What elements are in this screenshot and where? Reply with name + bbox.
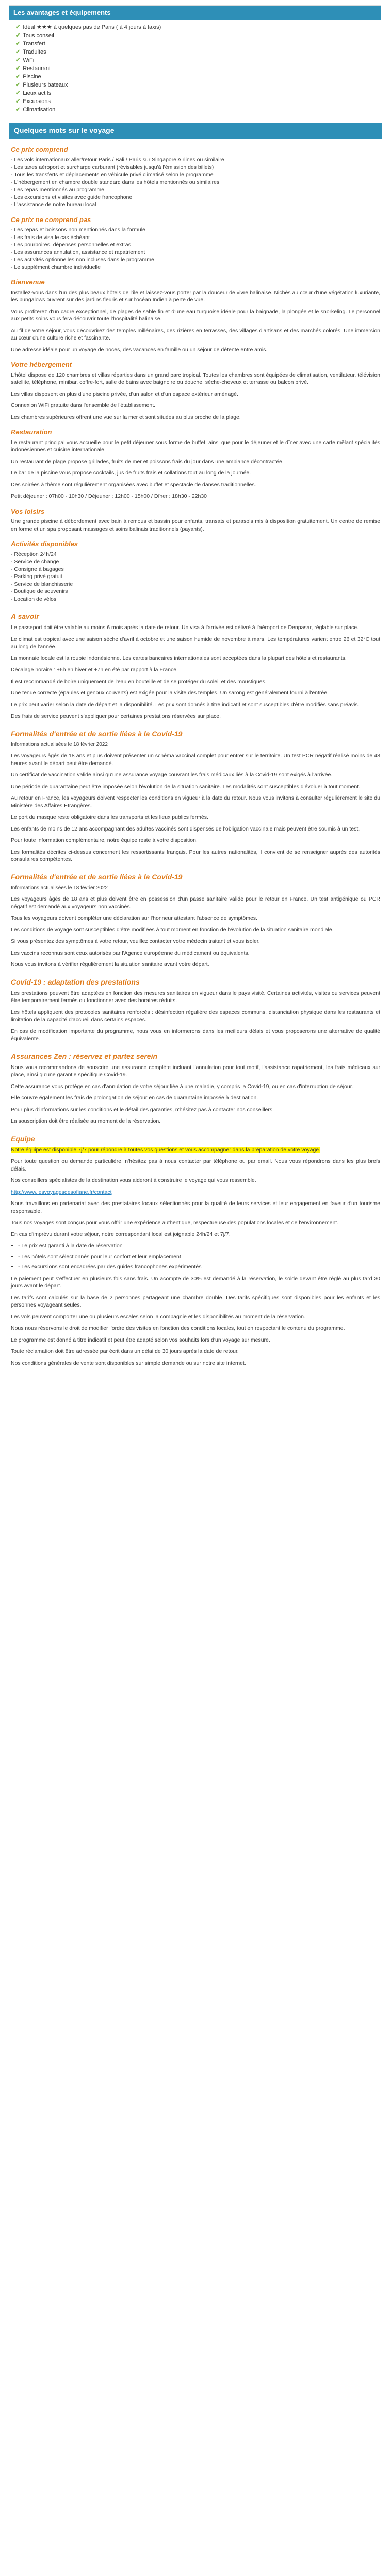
covid-adaptation-paragraph: En cas de modification importante du programme, nous vous en informerons dans les meilleurs délais et vous proposerons une alternative de qualité équivalente. xyxy=(11,1028,380,1042)
advantage-item: ✔ Tous conseil xyxy=(15,32,54,39)
check-icon: ✔ xyxy=(15,90,21,96)
final-paragraph: Toute réclamation doit être adressée par écrit dans un délai de 30 jours après la date de retour. xyxy=(11,1348,239,1354)
final-bullet: • - Les hôtels sont sélectionnés pour leur confort et leur emplacement xyxy=(18,1253,380,1261)
covid-paragraph: Les voyageurs âgés de 18 ans et plus doivent être en possession d'un passe sanitaire valide pour le retour en France. Un test antigénique ou PCR négatif est demandé aux voyageurs non vaccinés. xyxy=(11,896,380,910)
final-bullets xyxy=(11,1242,380,1271)
heading-welcome: Bienvenue xyxy=(11,278,45,286)
good-to-know-paragraph: Le climat est tropical avec une saison sèche d'avril à octobre et une saison humide de novembre à mars. Les températures varient entre 26 et 32°C tout au long de l'année. xyxy=(11,636,380,650)
accommodation-paragraph: L'hôtel dispose de 120 chambres et villas réparties dans un grand parc tropical. Toutes les chambres sont équipées de climatisation, ventilateur, télévision satellite, téléphone, minibar, coffre-fort, salle de bains avec baignoire ou douche, sèche-cheveux et terrasse ou balcon privé. xyxy=(11,371,380,385)
heading-accommodation: Votre hébergement xyxy=(11,361,72,368)
dining-paragraph: Le restaurant principal vous accueille pour le petit déjeuner sous forme de buffet, ainsi que pour le déjeuner et le dîner avec une carte mêlant spécialités indonésiennes et cuisine internationale. xyxy=(11,439,380,453)
heading-insurance: Assurances Zen : réservez et partez serein xyxy=(11,1052,158,1060)
insurance-paragraph: Cette assurance vous protège en cas d'annulation de votre séjour liée à une maladie, y compris la Covid-19, ou en cas d'interruption de séjour. xyxy=(11,1083,353,1090)
dining-paragraph: Un restaurant de plage propose grillades, fruits de mer et poissons frais du jour dans une ambiance décontractée. xyxy=(11,458,284,465)
final-bullet: • - Le prix est garanti à la date de réservation xyxy=(18,1242,380,1250)
check-icon: ✔ xyxy=(15,57,21,63)
covid-paragraph: Les conditions de voyage sont susceptibles d'être modifiées à tout moment en fonction de l'évolution de la situation sanitaire mondiale. xyxy=(11,926,334,933)
price-includes-list: - Les vols internationaux aller/retour Paris / Bali / Paris sur Singapore Airlines ou similaire - Les taxes aéroport et surcharge carburant (révisables jusqu'à l'émission des billets) - Tous les transferts et déplacements en véhicule privé climatisé selon le programme - L'hébergement en chambre double standard dans les hôtels mentionnés ou similaires - Les repas mentionnés au programme - Les excursions et visites avec guide francophone - L'assistance de notre bureau local xyxy=(11,157,224,208)
team-link-line xyxy=(11,1189,380,1196)
covid-paragraph: Un certificat de vaccination valide ainsi qu'une assurance voyage couvrant les frais médicaux liés à la Covid-19 sont exigés à l'arrivée. xyxy=(11,772,333,778)
final-paragraph: Nous nous réservons le droit de modifier l'ordre des visites en fonction des conditions locales, tout en respectant le contenu du programme. xyxy=(11,1325,345,1331)
team-paragraph: Nos conseillers spécialistes de la destination vous aideront à construire le voyage qui vous ressemble. xyxy=(11,1177,256,1183)
good-to-know-paragraph: Le prix peut varier selon la date de départ et la disponibilité. Les prix sont donnés à titre indicatif et sont susceptibles d'être modifiés sans préavis. xyxy=(11,701,360,708)
final-paragraph: Nos conditions générales de vente sont disponibles sur simple demande ou sur notre site internet. xyxy=(11,1360,246,1366)
heading-dining: Restauration xyxy=(11,428,52,436)
check-icon: ✔ xyxy=(15,32,21,39)
check-icon: ✔ xyxy=(15,65,21,72)
team-paragraph: Tous nos voyages sont conçus pour vous offrir une expérience authentique, respectueuse des populations locales et de l'environnement. xyxy=(11,1219,339,1226)
good-to-know-paragraph: Le passeport doit être valable au moins 6 mois après la date de retour. Un visa à l'arrivée est délivré à l'aéroport de Denpasar, réglable sur place. xyxy=(11,624,359,631)
advantage-item: ✔ Idéal ★★★ à quelques pas de Paris ( à 4 jours à taxis) xyxy=(15,24,161,30)
advantage-item: ✔ Traduites xyxy=(15,48,46,55)
leisure-paragraph: Une grande piscine à débordement avec bain à remous et bassin pour enfants, transats et parasols mis à disposition gratuitement. Un centre de remise en forme et un spa proposant massages et soins balinais traditionnels (payants). xyxy=(11,518,380,532)
heading-covid-adaptation: Covid-19 : adaptation des prestations xyxy=(11,977,140,986)
accommodation-paragraph: Les villas disposent en plus d'une piscine privée, d'un salon et d'un espace extérieur aménagé. xyxy=(11,391,238,397)
covid-paragraph: Les vaccins reconnus sont ceux autorisés par l'Agence européenne du médicament ou équivalents. xyxy=(11,950,250,956)
check-icon: ✔ xyxy=(15,73,21,80)
contact-link[interactable]: http://www.lesvoyagesdesofiane.fr/contact xyxy=(11,1189,112,1195)
covid-paragraph: Pour toute information complémentaire, notre équipe reste à votre disposition. xyxy=(11,837,198,843)
accommodation-paragraph: Connexion WiFi gratuite dans l'ensemble de l'établissement. xyxy=(11,402,156,409)
heading-team: Equipe xyxy=(11,1134,35,1143)
activities-list: - Réception 24h/24 - Service de change - Consigne à bagages - Parking privé gratuit - Service de blanchisserie - Boutique de souvenirs - Location de vélos xyxy=(11,551,73,602)
covid-paragraph: Les voyageurs âgés de 18 ans et plus doivent présenter un schéma vaccinal complet pour entrer sur le territoire. Un test PCR négatif réalisé moins de 48 heures avant le départ peut être demandé. xyxy=(11,753,380,767)
covid-paragraph: Nous vous invitons à vérifier régulièrement la situation sanitaire avant votre départ. xyxy=(11,961,209,968)
covid-paragraph: Les formalités décrites ci-dessus concernent les ressortissants français. Pour les autres nationalités, il convient de se renseigner auprès des autorités consulaires compétentes. xyxy=(11,849,380,862)
insurance-paragraph: Nous vous recommandons de souscrire une assurance complète incluant l'annulation pour tout motif, l'assistance rapatriement, les frais médicaux sur place, ainsi qu'une garantie spécifique Covid-19. xyxy=(11,1064,380,1078)
advantage-item: ✔ Transfert xyxy=(15,40,45,47)
check-icon: ✔ xyxy=(15,106,21,113)
covid-paragraph: Le port du masque reste obligatoire dans les transports et les lieux publics fermés. xyxy=(11,814,208,820)
team-highlight: Notre équipe est disponible 7j/7 pour répondre à toutes vos questions et vous accompagner dans la préparation de votre voyage. xyxy=(11,1146,321,1153)
check-icon: ✔ xyxy=(15,81,21,88)
covid-paragraph: Tous les voyageurs doivent compléter une déclaration sur l'honneur attestant l'absence de symptômes. xyxy=(11,915,257,921)
final-paragraph: Le paiement peut s'effectuer en plusieurs fois sans frais. Un acompte de 30% est demandé à la réservation, le solde devant être réglé au plus tard 30 jours avant le départ. xyxy=(11,1275,380,1289)
heading-price-excludes: Ce prix ne comprend pas xyxy=(11,215,91,224)
welcome-paragraph: Une adresse idéale pour un voyage de noces, des vacances en famille ou un séjour de détente entre amis. xyxy=(11,346,268,353)
covid-paragraph: Au retour en France, les voyageurs doivent respecter les conditions en vigueur à la date du retour. Nous vous invitons à consulter régulièrement le site du Ministère des Affaires Étrangères. xyxy=(11,795,380,809)
section-title: Quelques mots sur le voyage xyxy=(9,123,382,139)
check-icon: ✔ xyxy=(15,98,21,105)
advantage-item: ✔ Excursions xyxy=(15,98,51,105)
welcome-paragraph: Au fil de votre séjour, vous découvrirez des temples millénaires, des rizières en terrasses, des villages d'artisans et des marchés colorés. Une immersion au cœur d'une culture riche et fascinante. xyxy=(11,327,380,341)
advantage-item: ✔ Piscine xyxy=(15,73,41,80)
heading-covid-formalities-2: Formalités d'entrée et de sortie liées à la Covid-19 xyxy=(11,872,183,881)
check-icon: ✔ xyxy=(15,24,21,30)
advantage-item: ✔ Plusieurs bateaux xyxy=(15,81,68,88)
advantages-box xyxy=(9,5,381,117)
team-paragraph: Pour toute question ou demande particulière, n'hésitez pas à nous contacter par téléphone ou par email. Nous vous répondrons dans les plus brefs délais. xyxy=(11,1158,380,1172)
insurance-paragraph: La souscription doit être réalisée au moment de la réservation. xyxy=(11,1118,161,1124)
covid-adaptation-paragraph: Les hôtels appliquent des protocoles sanitaires renforcés : désinfection régulière des espaces communs, distanciation physique dans les restaurants et limitation de la capacité d'accueil dans certains espaces. xyxy=(11,1009,380,1023)
team-paragraph: Nous travaillons en partenariat avec des prestataires locaux sélectionnés pour la qualité de leurs services et leur engagement en faveur d'un tourisme responsable. xyxy=(11,1200,380,1214)
covid-update-date: Informations actualisées le 18 février 2022 xyxy=(11,885,108,891)
check-icon: ✔ xyxy=(15,48,21,55)
dining-hours: Petit déjeuner : 07h00 - 10h30 / Déjeuner : 12h00 - 15h00 / Dîner : 18h30 - 22h30 xyxy=(11,493,207,499)
check-icon: ✔ xyxy=(15,40,21,47)
heading-activities: Activités disponibles xyxy=(11,540,78,548)
insurance-paragraph: Pour plus d'informations sur les conditions et le détail des garanties, n'hésitez pas à contacter nos conseillers. xyxy=(11,1106,274,1113)
final-paragraph: Le programme est donné à titre indicatif et peut être adapté selon vos souhaits lors d'un voyage sur mesure. xyxy=(11,1336,270,1343)
heading-leisure: Vos loisirs xyxy=(11,507,45,515)
welcome-paragraph: Vous profiterez d'un cadre exceptionnel, de plages de sable fin et d'une eau turquoise idéale pour la baignade, la plongée et le snorkeling. Le personnel aux petits soins vous fera découvrir toute l'hospitalité balinaise. xyxy=(11,308,380,322)
price-excludes-list: - Les repas et boissons non mentionnés dans la formule - Les frais de visa le cas échéant - Les pourboires, dépenses personnelles et extras - Les assurances annulation, assistance et rapatriement - Les activités optionnelles non incluses dans le programme - Le supplément chambre individuelle xyxy=(11,227,154,270)
covid-adaptation-paragraph: Les prestations peuvent être adaptées en fonction des mesures sanitaires en vigueur dans le pays visité. Certaines activités, visites ou services peuvent être temporairement fermés ou fonctionner avec des horaires réduits. xyxy=(11,990,380,1004)
team-paragraph: En cas d'imprévu durant votre séjour, notre correspondant local est joignable 24h/24 et 7j/7. xyxy=(11,1231,231,1238)
advantage-item: ✔ Restaurant xyxy=(15,65,51,72)
good-to-know-paragraph: Décalage horaire : +6h en hiver et +7h en été par rapport à la France. xyxy=(11,667,178,673)
dining-paragraph: Le bar de la piscine vous propose cocktails, jus de fruits frais et collations tout au long de la journée. xyxy=(11,470,251,476)
covid-paragraph: Si vous présentez des symptômes à votre retour, veuillez contacter votre médecin traitant et vous isoler. xyxy=(11,938,260,944)
covid-paragraph: Une période de quarantaine peut être imposée selon l'évolution de la situation sanitaire. Les modalités sont susceptibles d'évoluer à tout moment. xyxy=(11,783,361,790)
covid-paragraph: Les enfants de moins de 12 ans accompagnant des adultes vaccinés sont dispensés de l'obligation vaccinale mais peuvent être soumis à un test. xyxy=(11,825,360,832)
accommodation-paragraph: Les chambres supérieures offrent une vue sur la mer et sont situées au plus proche de la plage. xyxy=(11,414,241,420)
covid-update-date: Informations actualisées le 18 février 2022 xyxy=(11,741,108,748)
good-to-know-paragraph: La monnaie locale est la roupie indonésienne. Les cartes bancaires internationales sont acceptées dans la plupart des hôtels et restaurants. xyxy=(11,655,347,662)
final-paragraph: Les vols peuvent comporter une ou plusieurs escales selon la compagnie et les disponibilités au moment de la réservation. xyxy=(11,1313,305,1320)
advantage-item: ✔ Lieux actifs xyxy=(15,90,52,96)
dining-paragraph: Des soirées à thème sont régulièrement organisées avec buffet et spectacle de danses traditionnelles. xyxy=(11,481,256,488)
heading-price-includes: Ce prix comprend xyxy=(11,145,68,154)
good-to-know-paragraph: Une tenue correcte (épaules et genoux couverts) est exigée pour la visite des temples. Un sarong est généralement fourni à l'entrée. xyxy=(11,690,329,696)
heading-covid-formalities-1: Formalités d'entrée et de sortie liées à la Covid-19 xyxy=(11,729,183,738)
page xyxy=(5,0,386,1377)
advantages-list xyxy=(9,23,381,114)
final-paragraph: Les tarifs sont calculés sur la base de 2 personnes partageant une chambre double. Des tarifs spécifiques sont disponibles pour les enfants et les personnes voyageant seules. xyxy=(11,1294,380,1308)
heading-good-to-know: A savoir xyxy=(11,612,39,620)
welcome-paragraph: Installez-vous dans l'un des plus beaux hôtels de l'île et laissez-vous porter par la douceur de vivre balinaise. Nichés au cœur d'une végétation luxuriante, les bungalows ouvrent sur des jardins fleuris et sur l'océan Indien à perte de vue. xyxy=(11,289,380,303)
advantage-item: ✔ WiFi xyxy=(15,57,35,63)
advantage-item: ✔ Climatisation xyxy=(15,106,56,113)
main-content xyxy=(5,145,386,1367)
good-to-know-paragraph: Il est recommandé de boire uniquement de l'eau en bouteille et de se protéger du soleil et des moustiques. xyxy=(11,678,267,685)
final-bullet: • - Les excursions sont encadrées par des guides francophones expérimentés xyxy=(18,1263,380,1271)
insurance-paragraph: Elle couvre également les frais de prolongation de séjour en cas de quarantaine imposée à destination. xyxy=(11,1095,258,1101)
advantages-title: Les avantages et équipements xyxy=(9,6,381,20)
good-to-know-paragraph: Des frais de service peuvent s'appliquer pour certaines prestations réservées sur place. xyxy=(11,713,221,719)
